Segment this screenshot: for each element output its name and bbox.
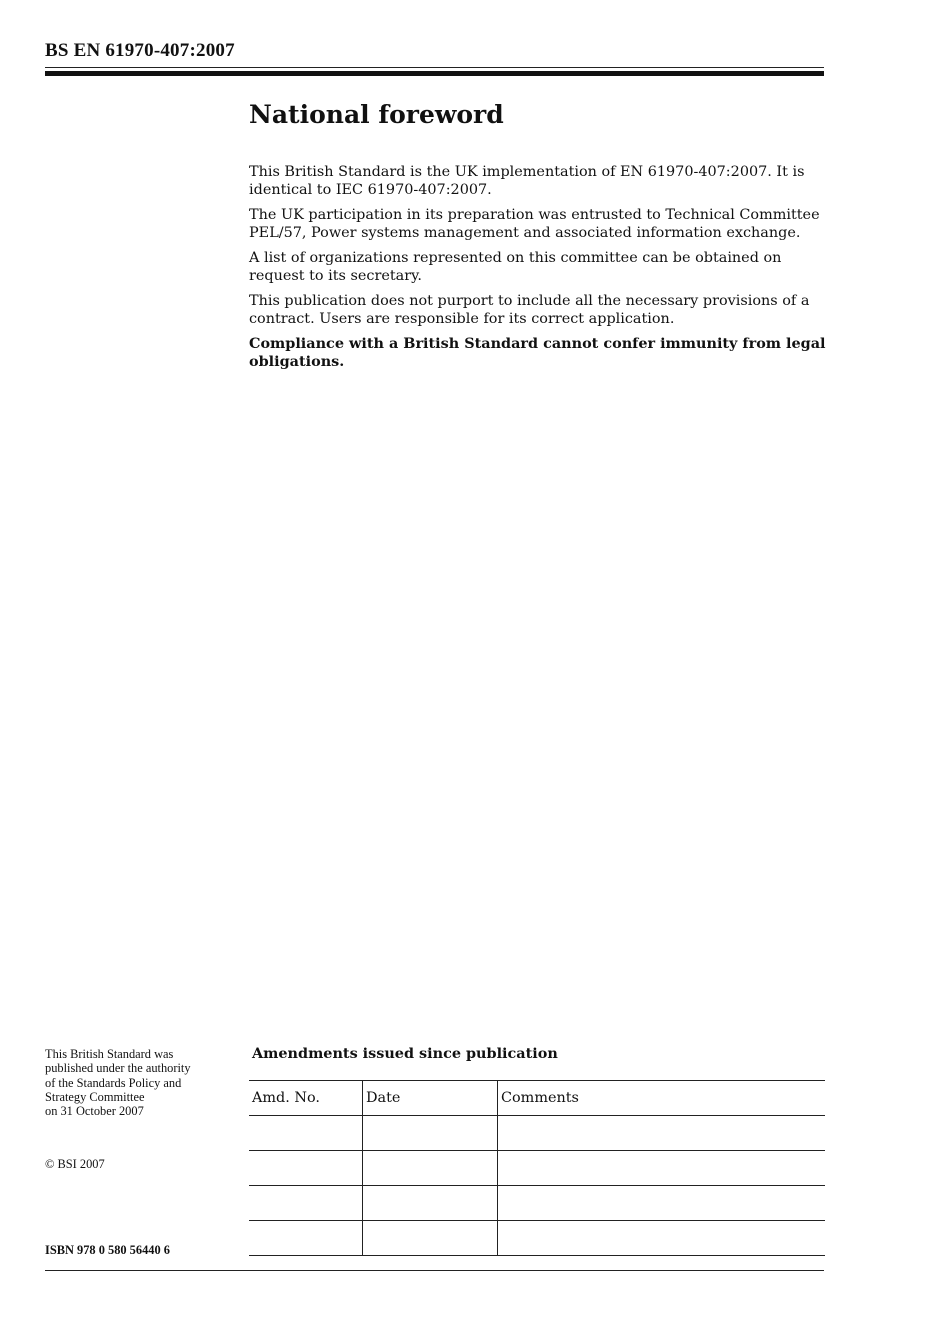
table-cell [363, 1116, 498, 1151]
table-cell [498, 1151, 826, 1186]
paragraph-implementation: This British Standard is the UK implementation of EN 61970-407:2007. It is identical to IEC 61970-407:2007. [249, 164, 805, 198]
header-thin-rule [45, 67, 824, 68]
header-thick-rule [45, 71, 824, 76]
paragraph-organizations: A list of organizations represented on this committee can be obtained on request to its secretary. [249, 250, 782, 284]
amendments-heading: Amendments issued since publication [252, 1045, 558, 1062]
column-header-date: Date [363, 1081, 498, 1116]
compliance-note: Compliance with a British Standard cannot confer immunity from legal obligations. [249, 335, 826, 370]
table-row [249, 1221, 825, 1256]
table-row [249, 1151, 825, 1186]
publication-authority: This British Standard was published under the authority of the Standards Policy and Strategy Committee on 31 October 2007 [45, 1047, 191, 1119]
document-id: BS EN 61970-407:2007 [45, 40, 235, 61]
table-cell [498, 1186, 826, 1221]
column-header-comments: Comments [498, 1081, 826, 1116]
copyright-notice: © BSI 2007 [45, 1157, 105, 1171]
isbn: ISBN 978 0 580 56440 6 [45, 1243, 170, 1257]
table-cell [249, 1221, 363, 1256]
table-cell [363, 1186, 498, 1221]
amendments-table [249, 1080, 825, 1256]
foreword-body [249, 163, 829, 378]
table-cell [249, 1151, 363, 1186]
table-cell [498, 1221, 826, 1256]
paragraph-provisions: This publication does not purport to include all the necessary provisions of a contract. Users are responsible for its correct application. [249, 293, 810, 327]
table-header-row [249, 1081, 825, 1116]
table-row [249, 1186, 825, 1221]
table-cell [363, 1221, 498, 1256]
table-row [249, 1116, 825, 1151]
table-cell [363, 1151, 498, 1186]
paragraph-participation: The UK participation in its preparation was entrusted to Technical Committee PEL/57, Power systems management and associated information exchange. [249, 207, 820, 241]
page-title: National foreword [249, 100, 504, 129]
table-cell [249, 1186, 363, 1221]
table-cell [249, 1116, 363, 1151]
column-header-amd-no: Amd. No. [249, 1081, 363, 1116]
footer-rule [45, 1270, 824, 1271]
table-cell [498, 1116, 826, 1151]
